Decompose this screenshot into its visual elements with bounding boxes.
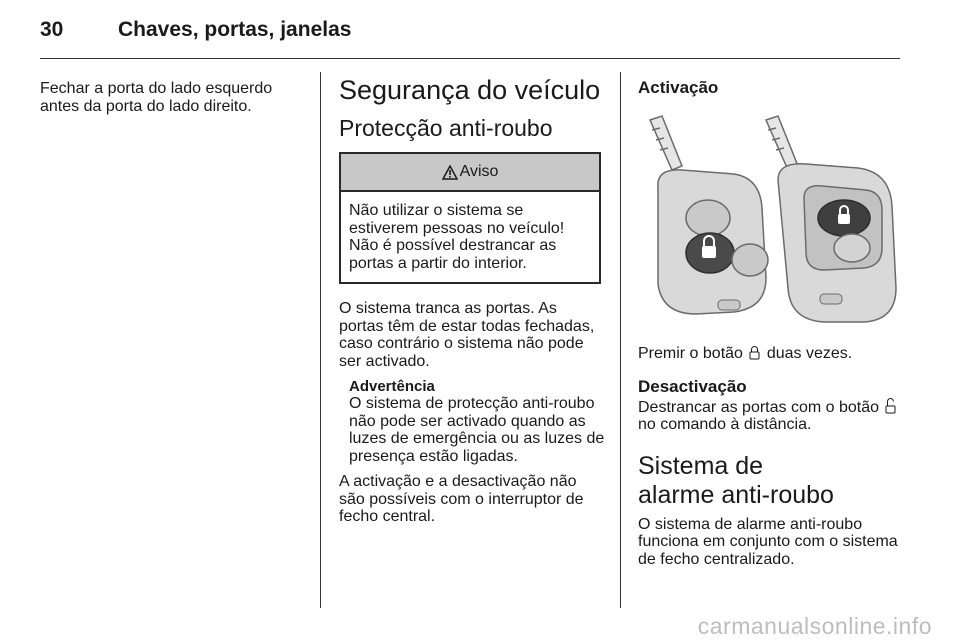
middle-column — [339, 72, 605, 526]
alarm-title: Sistema de alarme anti-roubo — [638, 451, 834, 509]
note-text: O sistema de protecção anti-roubo não pode ser activado quando as luzes de emergência ou as luzes de presença estão ligadas. — [349, 395, 605, 465]
deactivation-text-end: no comando à distância. — [638, 416, 812, 433]
left-column — [40, 80, 302, 115]
left-paragraph: Fechar a porta do lado esquerdo antes da porta do lado direito. — [40, 80, 273, 115]
activation-text — [638, 345, 904, 363]
column-divider-2 — [620, 72, 621, 608]
alarm-text: O sistema de alarme anti-roubo funciona em conjunto com o sistema de fecho centralizado. — [638, 515, 898, 568]
deactivation-text — [638, 397, 904, 434]
warning-triangle-icon — [442, 165, 458, 180]
header-rule — [40, 58, 900, 59]
chapter-title: Chaves, portas, janelas — [118, 18, 352, 41]
warning-header — [341, 154, 599, 192]
section-title: Segurança do veículo — [339, 75, 601, 105]
activation-text-end: duas vezes. — [766, 345, 853, 362]
key-fob-illustration — [638, 108, 900, 326]
warning-text: Não utilizar o sistema se estiverem pessoas no veículo! Não é possível destrancar as portas a partir do interior. — [349, 202, 565, 272]
subsection-title: Protecção anti-roubo — [339, 115, 553, 141]
lock-icon — [749, 345, 760, 360]
activation-text-start: Premir o botão — [638, 345, 743, 362]
right-column — [638, 78, 904, 568]
warning-body — [341, 192, 599, 282]
page-number: 30 — [40, 18, 64, 41]
note-title: Advertência — [349, 378, 435, 395]
watermark: carmanualsonline.info — [697, 613, 932, 639]
activation-title: Activação — [638, 78, 719, 97]
deactivation-title: Desactivação — [638, 376, 747, 396]
column-divider — [320, 72, 321, 608]
paragraph-system: O sistema tranca as portas. As portas têm de estar todas fechadas, caso contrário o sistema não pode ser activado. — [339, 300, 595, 370]
warning-title: Aviso — [459, 163, 499, 180]
paragraph-central-lock: A activação e a desactivação não são possíveis com o interruptor de fecho central. — [339, 473, 584, 525]
note-block — [339, 378, 605, 465]
warning-box — [339, 152, 601, 284]
deactivation-text-start: Destrancar as portas com o botão — [638, 398, 880, 416]
unlock-icon — [885, 397, 896, 414]
